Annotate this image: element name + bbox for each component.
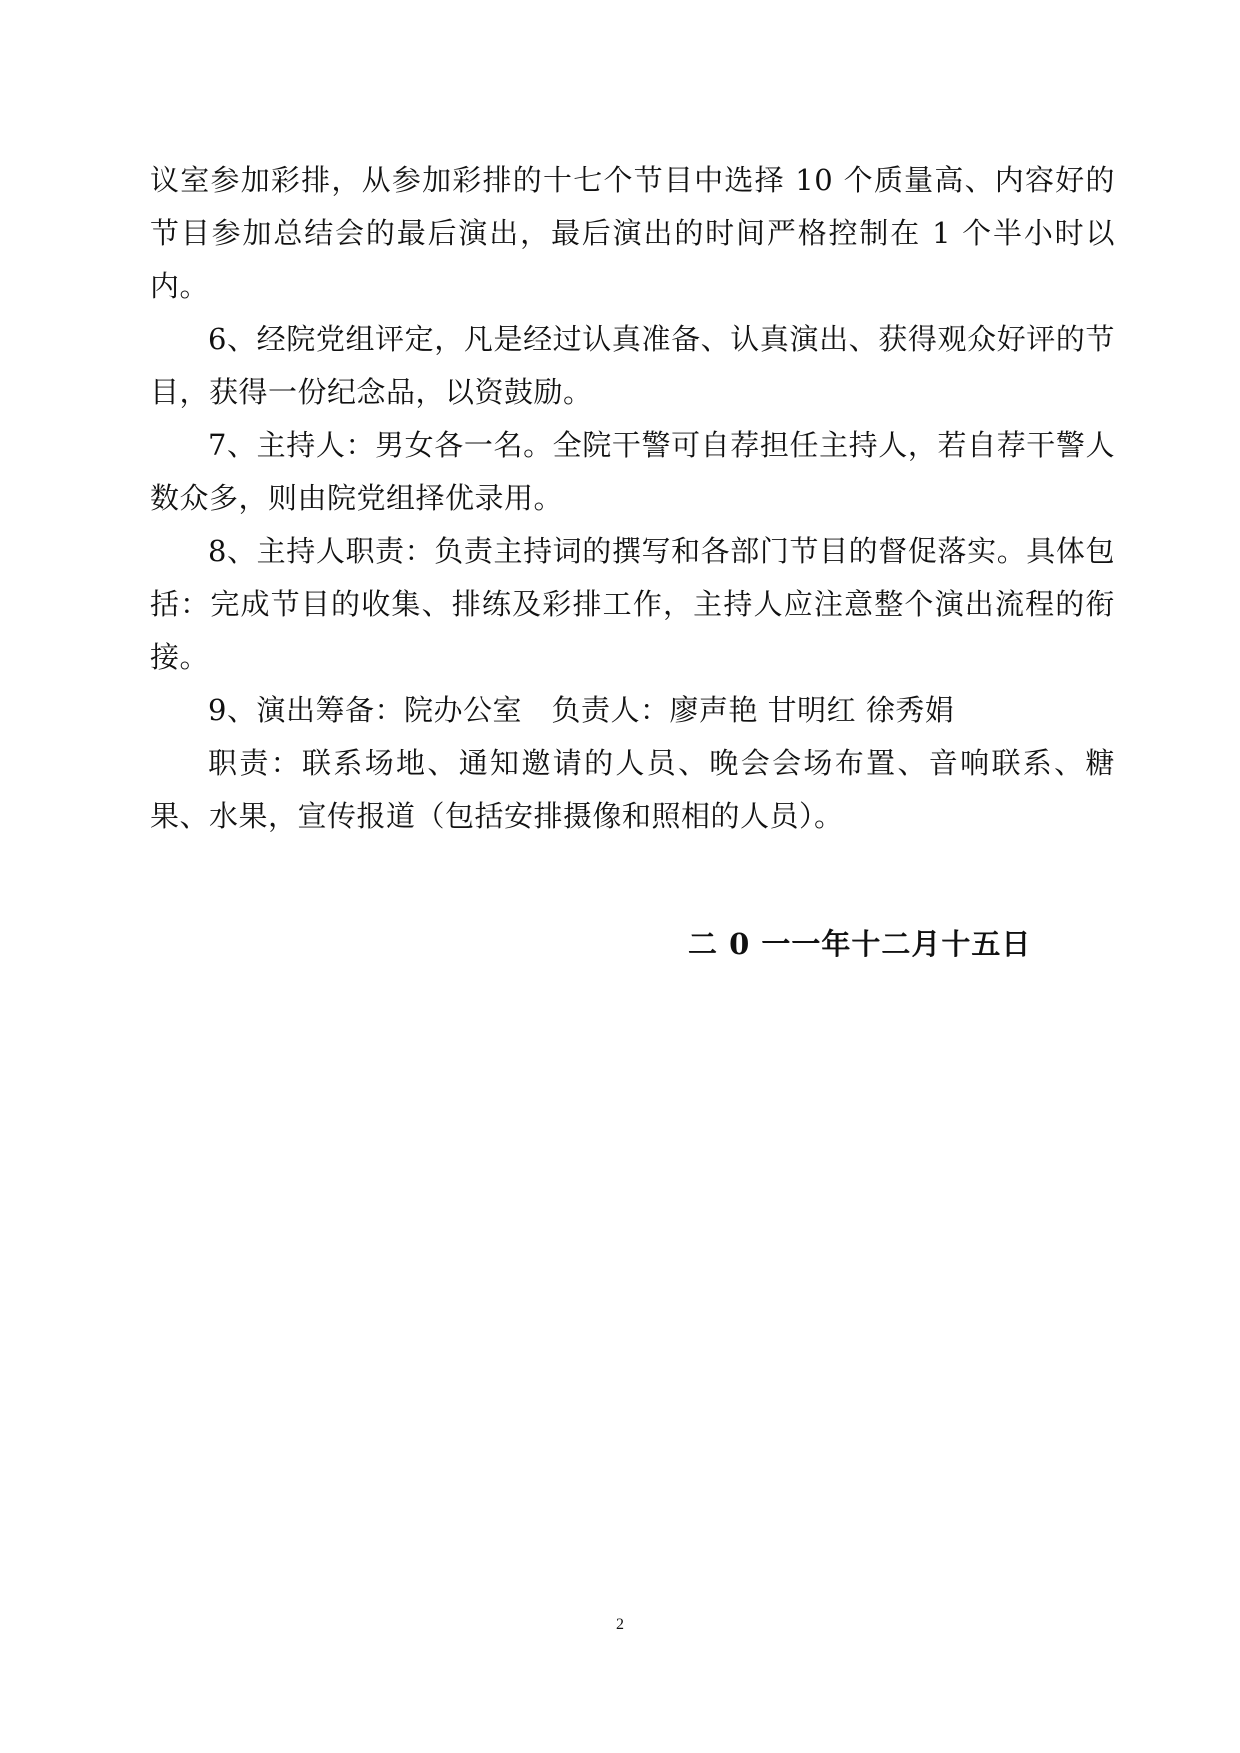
page-number: 2: [616, 1616, 624, 1633]
paragraph-item-8: 8、主持人职责：负责主持词的撰写和各部门节目的督促落实。具体包括：完成节目的收集、排练及彩排工作，主持人应注意整个演出流程的衔接。: [150, 534, 1115, 674]
paragraph-duties: 职责：联系场地、通知邀请的人员、晚会会场布置、音响联系、糖果、水果，宣传报道（包括安排摄像和照相的人员）。: [150, 746, 1115, 833]
paragraph-item-9: 9、演出筹备：院办公室 负责人：廖声艳 甘明红 徐秀娟: [208, 693, 955, 727]
paragraph-item-7: 7、主持人：男女各一名。全院干警可自荐担任主持人，若自荐干警人数众多，则由院党组择优录用。: [150, 428, 1115, 515]
document-date: 二 0 一一年十二月十五日: [688, 927, 1032, 961]
document-body: [150, 154, 1115, 843]
paragraph-item-6: 6、经院党组评定，凡是经过认真准备、认真演出、获得观众好评的节目，获得一份纪念品，以资鼓励。: [150, 322, 1115, 409]
paragraph-continuation: 议室参加彩排，从参加彩排的十七个节目中选择 10 个质量高、内容好的节目参加总结会的最后演出，最后演出的时间严格控制在 1 个半小时以内。: [150, 163, 1115, 303]
